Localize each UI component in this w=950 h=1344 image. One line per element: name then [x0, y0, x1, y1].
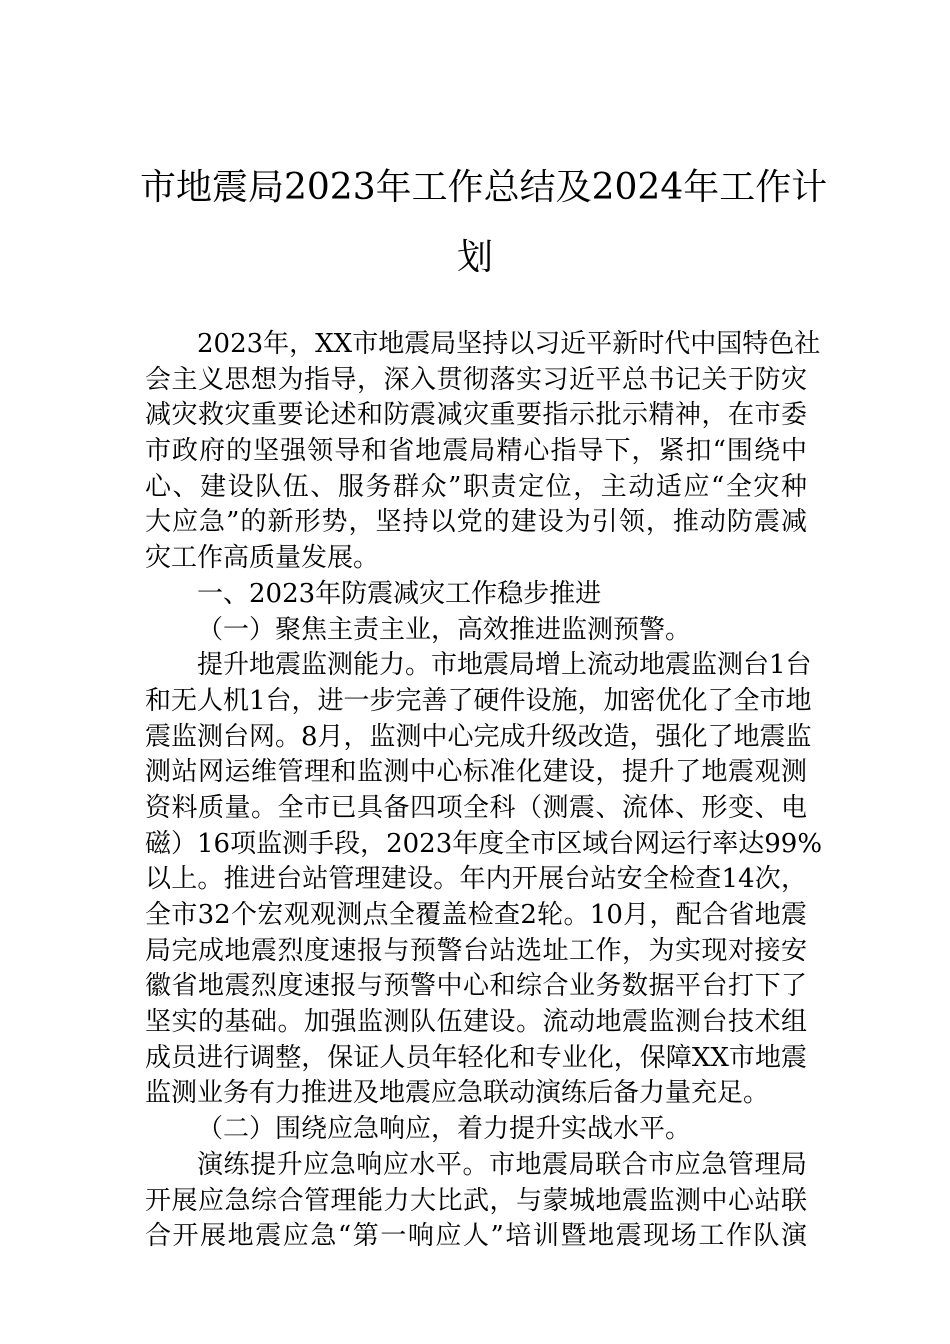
document-title-line-1: 市地震局2023年工作总结及2024年工作计	[140, 167, 828, 208]
body-text-line: 局完成地震烈度速报与预警台站选址工作，为实现对接安	[145, 935, 807, 966]
body-text-line: 市政府的坚强领导和省地震局精心指导下，紧扣“围绕中	[145, 436, 807, 467]
body-text-line: 磁）16项监测手段，2023年度全市区域台网运行率达99%	[145, 828, 823, 859]
body-text-line: 心、建设队伍、服务群众”职责定位，主动适应“全灾种	[145, 471, 807, 502]
body-text-line: 以上。推进台站管理建设。年内开展台站安全检查14次，	[145, 864, 807, 895]
document-body	[145, 327, 823, 1255]
body-text-line: 全市32个宏观观测点全覆盖检查2轮。10月，配合省地震	[145, 900, 807, 930]
body-text-line: 减灾救灾重要论述和防震减灾重要指示批示精神，在市委	[145, 400, 807, 431]
body-text-line: 成员进行调整，保证人员年轻化和专业化，保障XX市地震	[145, 1042, 807, 1073]
body-text-line: 坚实的基础。加强监测队伍建设。流动地震监测台技术组	[145, 1007, 807, 1038]
body-text-line: 和无人机1台，进一步完善了硬件设施，加密优化了全市地	[145, 685, 812, 716]
body-text-line: 监测业务有力推进及地震应急联动演练后备力量充足。	[145, 1078, 770, 1109]
body-text-line: 演练提升应急响应水平。市地震局联合市应急管理局	[197, 1149, 807, 1180]
body-text-line: 一、2023年防震减灾工作稳步推进	[197, 578, 602, 609]
body-text-line: 大应急”的新形势，坚持以党的建设为引领，推动防震减	[145, 507, 807, 538]
body-text-line: 合开展地震应急“第一响应人”培训暨地震现场工作队演	[145, 1221, 807, 1252]
body-text-line: 资料质量。全市已具备四项全科（测震、流体、形变、电	[145, 792, 807, 823]
body-text-line: 提升地震监测能力。市地震局增上流动地震监测台1台	[197, 650, 812, 681]
body-text-line: 开展应急综合管理能力大比武，与蒙城地震监测中心站联	[145, 1185, 807, 1216]
body-text-line: 会主义思想为指导，深入贯彻落实习近平总书记关于防灾	[145, 364, 807, 395]
body-text-line: 震监测台网。8月，监测中心完成升级改造，强化了地震监	[145, 721, 812, 752]
body-text-line: （二）围绕应急响应，着力提升实战水平。	[197, 1114, 692, 1145]
body-text-line: 徽省地震烈度速报与预警中心和综合业务数据平台打下了	[145, 971, 807, 1002]
body-text-line: 灾工作高质量发展。	[145, 543, 380, 574]
body-text-line: （一）聚焦主责主业，高效推进监测预警。	[197, 614, 692, 645]
document-title-line-2: 划	[456, 237, 493, 278]
body-text-line: 2023年，XX市地震局坚持以习近平新时代中国特色社	[197, 329, 821, 359]
body-text-line: 测站网运维管理和监测中心标准化建设，提升了地震观测	[145, 757, 807, 788]
